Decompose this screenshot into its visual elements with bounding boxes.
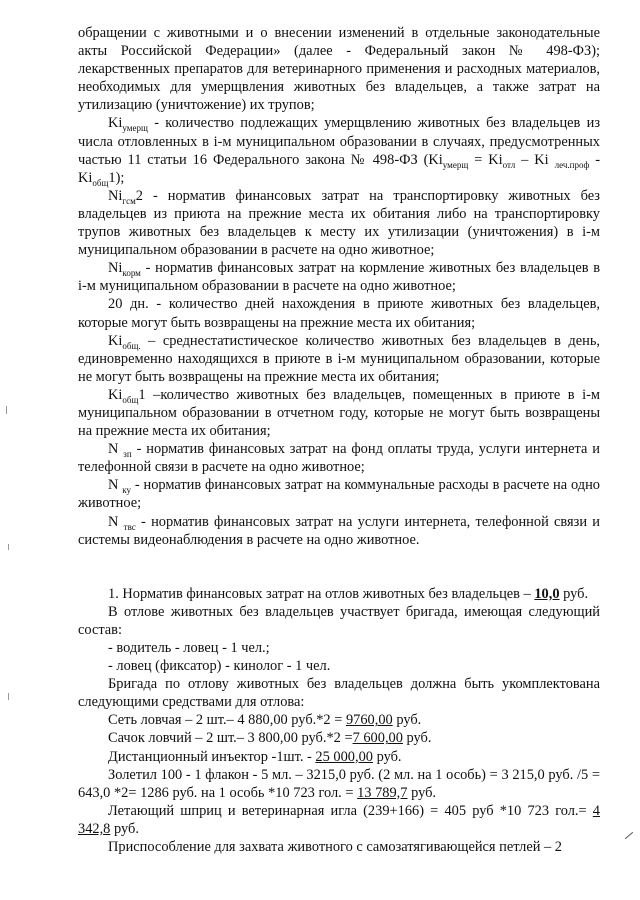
paragraph: обращении с животными и о внесении изменений в отдельные законодательные акты Российской Федерации» (далее - Федеральный закон № 498-ФЗ); лекарственных препаратов для ветеринарного применения и расходных материалов, необходимых для умерщвления животных без владельцев, а также затрат на утилизацию (уничтожение) их трупов; <box>78 25 600 114</box>
paragraph-equipment: Бригада по отлову животных без владельцев должна быть укомплектована следующими средствами для отлова: <box>78 676 600 711</box>
cost-line-injector: Дистанционный инъектор -1шт. - 25 000,00 руб. <box>108 748 402 765</box>
cost-line-zoletil: Золетил 100 - 1 флакон - 5 мл. – 3215,0 руб. (2 мл. на 1 особь) = 3 215,0 руб. /5 = 643,0 *2= 1286 руб. на 1 особь *10 723 гол. = 13 789,7 руб. <box>78 766 600 801</box>
scan-artifact <box>6 406 7 414</box>
scan-artifact <box>625 832 633 839</box>
paragraph-20-days: 20 дн. - количество дней нахождения в приюте животных без владельцев, которые могут быть возвращены на прежние места их обитания; <box>78 296 600 331</box>
document-body <box>78 24 600 856</box>
paragraph-ki-umersch: $Ki_{умерщ}$ - количество подлежащих умерщвлению животных без владельцев из числа отловленных в i-м муниципальном образовании в случаях, предусмотренных частью 11 статьи 16 Федерального закона № 498-ФЗ ($Ki_{умерщ} = Ki_{отл} - Ki$ $_{леч.проф} - Ki_{общ}1$); <box>78 115 600 188</box>
scan-artifact <box>8 693 9 700</box>
paragraph-ki-obsch: $Ki_{общ.}$ – среднестатистическое количество животных без владельцев в день, единовременно находящихся в приюте в i-м муниципальном образовании, которые не могут быть возвращены на прежние места их обитания; <box>78 332 600 385</box>
paragraph-ni-gsm: $Ni_{гсм}2$ - норматив финансовых затрат на транспортировку животных без владельцев из приюта на прежние места их обитания либо на транспортировку трупов животных без владельцев к месту их утилизации (уничтожения) в i-м муниципальном образовании в расчете на одно животное; <box>78 187 600 259</box>
cost-line-net: Сеть ловчая – 2 шт.– 4 880,00 руб.*2 = 9760,00 руб. <box>108 712 422 729</box>
cost-line-syringe: Летающий шприц и ветеринарная игла (239+166) = 405 руб *10 723 гол.= 4 342,8 руб. <box>78 802 600 837</box>
paragraph-capture-device: Приспособление для захвата животного с самозатягивающейся петлей – 2 <box>108 839 563 856</box>
scan-artifact <box>8 544 9 550</box>
blank-space <box>78 549 600 585</box>
paragraph-n-tvs: N $_{твс}$ - норматив финансовых затрат на услуги интернета, телефонной связи и системы видеонаблюдения в расчете на одно животное. <box>78 513 600 548</box>
paragraph-ki-obsch1: $Ki_{общ}1$ –количество животных без владельцев, помещенных в приюте в i-м муниципальном образовании в отчетном году, которые не могут быть возвращены на прежние места их обитания; <box>78 386 600 440</box>
paragraph-n-zp: N $_{зп}$ - норматив финансовых затрат на фонд оплаты труда, услуги интернета и телефонной связи в расчете на одно животное; <box>78 441 600 476</box>
paragraph-n-ku: N $_{ку}$ - норматив финансовых затрат на коммунальные расходы в расчете на одно животное; <box>78 477 600 512</box>
section-heading-otlov: 1. Норматив финансовых затрат на отлов животных без владельцев – 10,0 руб. <box>108 585 589 602</box>
paragraph-brigade: В отлове животных без владельцев участвует бригада, имеющая следующий состав: <box>78 603 600 638</box>
list-item-catcher: - ловец (фиксатор) - кинолог - 1 чел. <box>108 658 331 675</box>
list-item-driver: - водитель - ловец - 1 чел.; <box>108 640 270 656</box>
paragraph-ni-korm: $Ni_{корм}$ - норматив финансовых затрат на кормление животных без владельцев в i-м муниципальном образовании в расчете на одно животное; <box>78 260 600 295</box>
cost-line-scoop: Сачок ловчий – 2 шт.– 3 800,00 руб.*2 =7 600,00 руб. <box>108 730 432 747</box>
